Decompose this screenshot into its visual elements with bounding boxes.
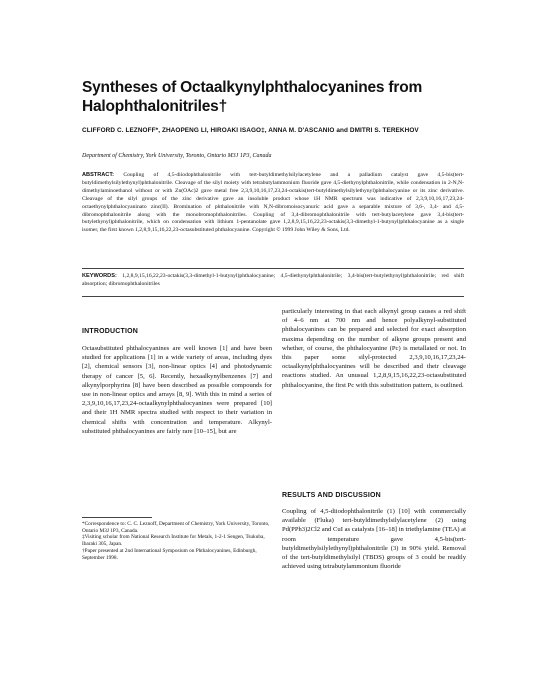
divider (82, 268, 464, 269)
keywords (82, 273, 464, 289)
footnotes (82, 521, 272, 561)
footnote-divider (82, 517, 152, 518)
author-list: CLIFFORD C. LEZNOFF*, ZHAOPENG LI, HIROAKI ISAGO‡, ANNA M. D'ASCANIO and DMITRI S. TEREKHOV (82, 127, 419, 134)
section-heading-introduction: INTRODUCTION (82, 328, 139, 335)
footnote: †Paper presented at 2nd International Symposium on Phthalocyanines, Edinburgh, September 1998. (82, 547, 257, 561)
introduction-continued-text: particularly interesting in that each alkynyl group causes a red shift of 4–6 nm at 700 nm and hence polyalkynyl-substituted phthalocyanines can be prepared and selected for exact absorption maxima depending on the number of alkyne groups present and whether, of course, the phthalocyanine (Pc) is metallated or not. In this paper some silyl-protected 2,3,9,10,16,17,23,24-octaalkynylphthalocyanines will be described and their cleavage reactions studied. An unusual 1,2,8,9,15,16,22,23-octasubstituted phthalocyanine, the first Pc with this substitution pattern, is outlined. (282, 308, 466, 389)
abstract (82, 172, 464, 235)
affiliation: Department of Chemistry, York University, Toronto, Ontario M3J 1P3, Canada (82, 153, 272, 159)
section-heading-results: RESULTS AND DISCUSSION (282, 492, 381, 499)
abstract-text: Coupling of 4,5-diiodophthalonitrile with tert-butyldimethylsilylacetylene and a palladium catalyst gave 4,5-bis(tert-butyldimethylsilylethynyl)phthalonitrile. Cleavage of the silyl moiety with tetrabutylammonium fluoride gave 4,5-diethynylphthalonitrile, while condensation in 2-N,N-dimethylaminoethanol without or with Zn(OAc)2 gave metal free 2,3,9,10,16,17,23,24-octakis(tert-butyldimethylsilylethynyl)phthalocyanine or its zinc derivative. Cleavage of the silyl groups of the zinc derivative gave an insoluble product whose 1H NMR spectrum was indicative of 2,3,9,10,16,17,23,24-octaethynylphthalocyaninato zinc(II). Bromination of phthalonitrile with N,N-dibromoisocyanuric acid gave a separable mixture of 3,6-, 3,4- and 4,5-dibromophthalonitrile along with the monobromophthalonitriles. Coupling of 3,4-dibromophthalonitrile with tert-butylacetylene gave 3,4-bis(tert-butylethynyl)phthalonitrile, which on condensation with lithium 1-pentanolate gave 1,2,8,9,15,16,22,23-octakis(3,3-dimethyl-1-butynyl)phthalocyanine as a single isomer, the first known 1,2,8,9,15,16,22,23-octasubstituted phthalocyanine. Copyright © 1999 John Wiley & Sons, Ltd. (82, 172, 464, 234)
keywords-label: KEYWORDS: (82, 273, 117, 279)
footnote: ‡Visiting scholar from National Research Institute for Metals, 1-2-1 Sengen, Tsukuba, Ibaraki 305, Japan. (82, 534, 265, 548)
results-text: Coupling of 4,5-diiodophthalonitrile (1) [10] with commercially available (Fluka) tert-butyldimethylsilylacetylene (2) using Pd(PPh3)2Cl2 and CuI as catalysts [16–18] in triethylamine (TEA) at room temperature gave 4,5-bis(tert-butyldimethylsilylethynyl)phthalonitrile (3) in 90% yield. Removal of the tert-butyldimethylsilyl (TBDS) groups of 3 could be readily achieved using tetrabutylammonium fluoride (282, 508, 466, 571)
abstract-label: ABSTRACT: (82, 172, 115, 178)
paper-title: Syntheses of Octaalkynylphthalocyanines from Halophthalonitriles† (82, 79, 423, 115)
keywords-text: 1,2,8,9,15,16,22,23-octakis(3,3-dimethyl-1-butynyl)phthalocyanine; 4,5-diethynylphthalonitrile; 3,4-bis(tert-butylethynyl)phthalonitrile; red shift absorption; dibromophthalonitriles (82, 273, 464, 287)
divider (82, 296, 464, 297)
footnote: *Correspondence to: C. C. Leznoff, Department of Chemistry, York University, Toronto, Ontario M3J 1P3, Canada. (82, 521, 270, 534)
introduction-text: Octasubstituted phthalocyanines are well known [1] and have been studied for applications [1] in a wide variety of areas, including dyes [2], chemical sensors [3], non-linear optics [4] and photodynamic therapy of cancer [5, 6]. Recently, hexaalkynylbenzenes [7] and alkynylporphyrins [8] have been described as possible compounds for use in non-linear optics and arrays [8, 9]. With this in mind a series of 2,3,9,10,16,17,23,24-octaalkynylphthalocyanines were prepared [10] and their 1H NMR spectra studied with respect to their variation in chemical shifts with concentration and temperature. Alkynyl-substituted phthalocyanines are fairly rare [10–15], but are (82, 345, 272, 435)
